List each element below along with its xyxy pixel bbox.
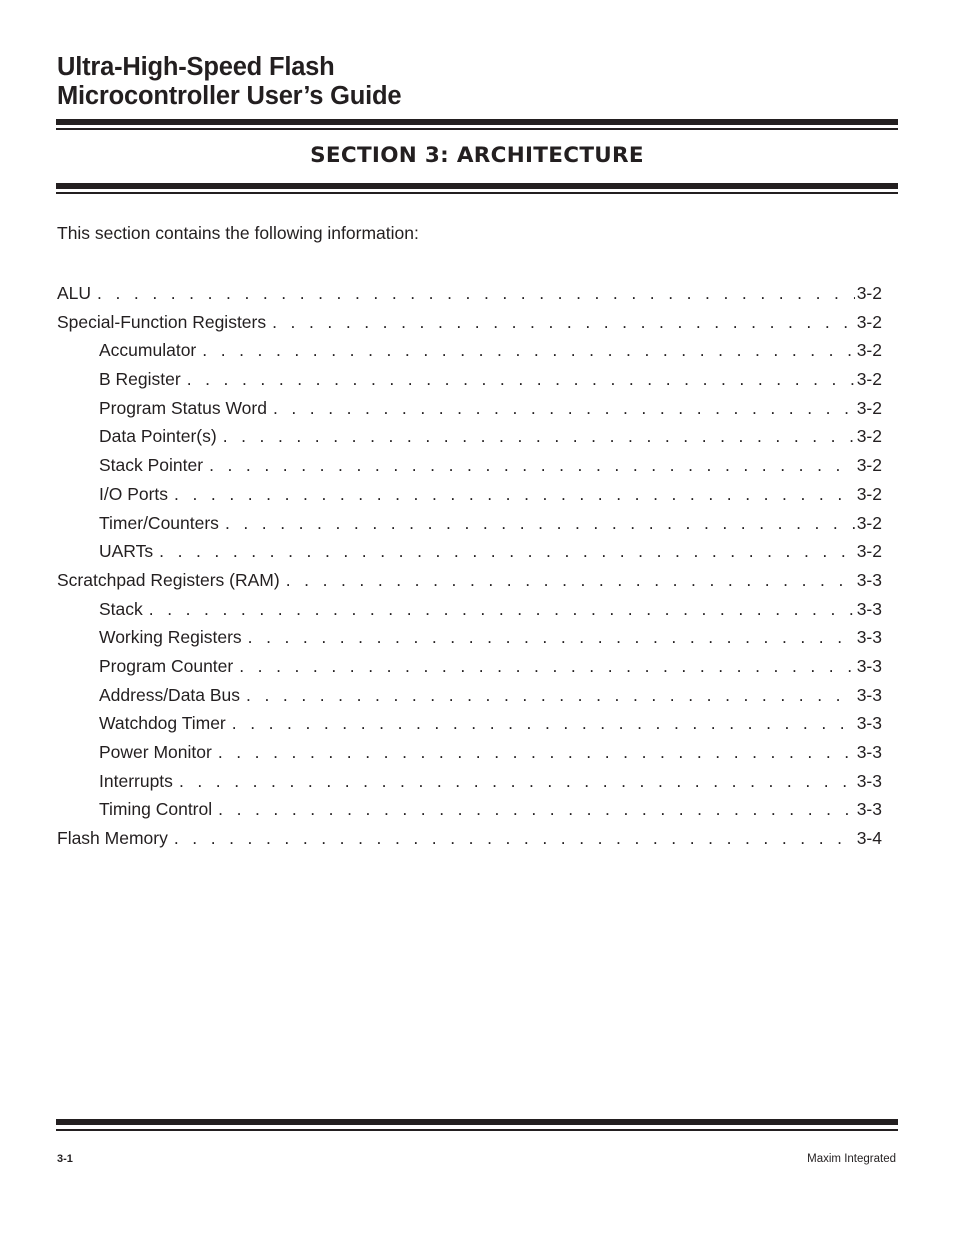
toc-entry[interactable] — [57, 767, 882, 796]
toc-entry-page: 3-2 — [856, 512, 882, 533]
toc-entry-page: 3-3 — [856, 799, 882, 820]
table-of-contents — [57, 279, 882, 853]
toc-entry-label: Watchdog Timer — [99, 713, 226, 734]
footer-rule-thin — [56, 1129, 898, 1131]
toc-entry[interactable] — [57, 709, 882, 738]
toc-entry-label: ALU — [57, 283, 92, 303]
toc-entry-page: 3-2 — [856, 426, 882, 447]
toc-dot-leader — [159, 537, 855, 566]
toc-entry[interactable] — [57, 422, 882, 451]
toc-entry-label: Power Monitor — [99, 742, 212, 762]
toc-entry[interactable] — [57, 308, 882, 337]
header-rule-thin — [56, 128, 898, 130]
toc-dot-leader — [223, 422, 855, 451]
toc-entry[interactable] — [57, 566, 882, 595]
toc-entry[interactable] — [57, 451, 882, 480]
toc-entry[interactable] — [57, 336, 882, 365]
toc-dot-leader — [149, 595, 855, 624]
footer-rule-thick — [56, 1119, 898, 1125]
footer-page-number: 3-1 — [57, 1153, 73, 1165]
toc-dot-leader — [272, 308, 855, 337]
toc-entry-page: 3-2 — [856, 283, 882, 303]
toc-dot-leader — [202, 336, 854, 365]
toc-entry-page: 3-2 — [856, 541, 882, 562]
document-title — [57, 53, 401, 111]
toc-entry-page: 3-3 — [856, 627, 882, 648]
toc-entry-label: Special-Function Registers — [57, 311, 267, 332]
section-heading: SECTION 3: ARCHITECTURE — [310, 143, 644, 168]
toc-dot-leader — [97, 279, 855, 308]
toc-entry-label: Timer/Counters — [99, 512, 219, 533]
toc-entry[interactable] — [57, 795, 882, 824]
toc-dot-leader — [218, 795, 855, 824]
toc-dot-leader — [246, 681, 855, 710]
toc-dot-leader — [174, 480, 855, 509]
toc-entry-label: B Register — [99, 369, 181, 390]
toc-entry[interactable] — [57, 537, 882, 566]
toc-dot-leader — [225, 509, 855, 538]
toc-entry-label: Timing Control — [99, 799, 213, 820]
toc-entry[interactable] — [57, 623, 882, 652]
toc-entry-label: Address/Data Bus — [99, 684, 241, 705]
toc-entry-page: 3-3 — [856, 770, 882, 791]
toc-dot-leader — [218, 738, 855, 767]
toc-entry-page: 3-3 — [856, 684, 882, 705]
toc-entry-page: 3-3 — [856, 742, 882, 762]
toc-entry-page: 3-2 — [856, 397, 882, 418]
toc-entry-page: 3-3 — [856, 598, 882, 619]
toc-entry[interactable] — [57, 681, 882, 710]
section-rule-thin — [56, 192, 898, 194]
toc-entry-page: 3-3 — [856, 569, 882, 590]
toc-entry-page: 3-4 — [856, 828, 882, 849]
toc-entry-label: Program Counter — [99, 655, 234, 676]
toc-dot-leader — [187, 365, 855, 394]
toc-entry[interactable] — [57, 394, 882, 423]
toc-entry-label: Scratchpad Registers (RAM) — [57, 569, 280, 590]
toc-entry-label: Flash Memory — [57, 828, 168, 849]
toc-entry-label: Interrupts — [99, 770, 173, 791]
toc-dot-leader — [273, 394, 855, 423]
toc-entry[interactable] — [57, 509, 882, 538]
toc-entry-label: Stack Pointer — [99, 455, 204, 476]
header-rule-thick — [56, 119, 898, 125]
toc-entry[interactable] — [57, 480, 882, 509]
toc-entry-page: 3-2 — [856, 483, 882, 504]
footer-publisher: Maxim Integrated — [807, 1153, 896, 1165]
toc-entry-page: 3-2 — [856, 369, 882, 390]
toc-entry-label: Accumulator — [99, 340, 197, 361]
toc-entry-label: Program Status Word — [99, 397, 267, 418]
document-title-line-1: Ultra-High-Speed Flash — [57, 53, 335, 81]
section-rule-thick — [56, 183, 898, 189]
toc-entry[interactable] — [57, 595, 882, 624]
toc-dot-leader — [239, 652, 854, 681]
toc-dot-leader — [286, 566, 855, 595]
intro-text: This section contains the following information: — [57, 223, 419, 243]
toc-entry-page: 3-3 — [856, 713, 882, 734]
toc-entry-label: Stack — [99, 598, 143, 619]
toc-entry-label: Data Pointer(s) — [99, 426, 217, 447]
document-title-line-2: Microcontroller User’s Guide — [57, 82, 402, 110]
toc-entry-label: UARTs — [99, 541, 154, 562]
toc-entry[interactable] — [57, 279, 882, 308]
toc-dot-leader — [179, 767, 855, 796]
toc-entry-label: I/O Ports — [99, 483, 169, 504]
toc-entry[interactable] — [57, 365, 882, 394]
toc-entry-page: 3-3 — [856, 655, 882, 676]
toc-entry-label: Working Registers — [99, 627, 242, 648]
toc-entry[interactable] — [57, 652, 882, 681]
toc-dot-leader — [174, 824, 855, 853]
toc-dot-leader — [248, 623, 855, 652]
toc-entry-page: 3-2 — [856, 455, 882, 476]
toc-dot-leader — [209, 451, 855, 480]
toc-entry-page: 3-2 — [856, 311, 882, 332]
toc-entry-page: 3-2 — [856, 340, 882, 361]
toc-entry[interactable] — [57, 824, 882, 853]
toc-entry[interactable] — [57, 738, 882, 767]
toc-dot-leader — [232, 709, 855, 738]
